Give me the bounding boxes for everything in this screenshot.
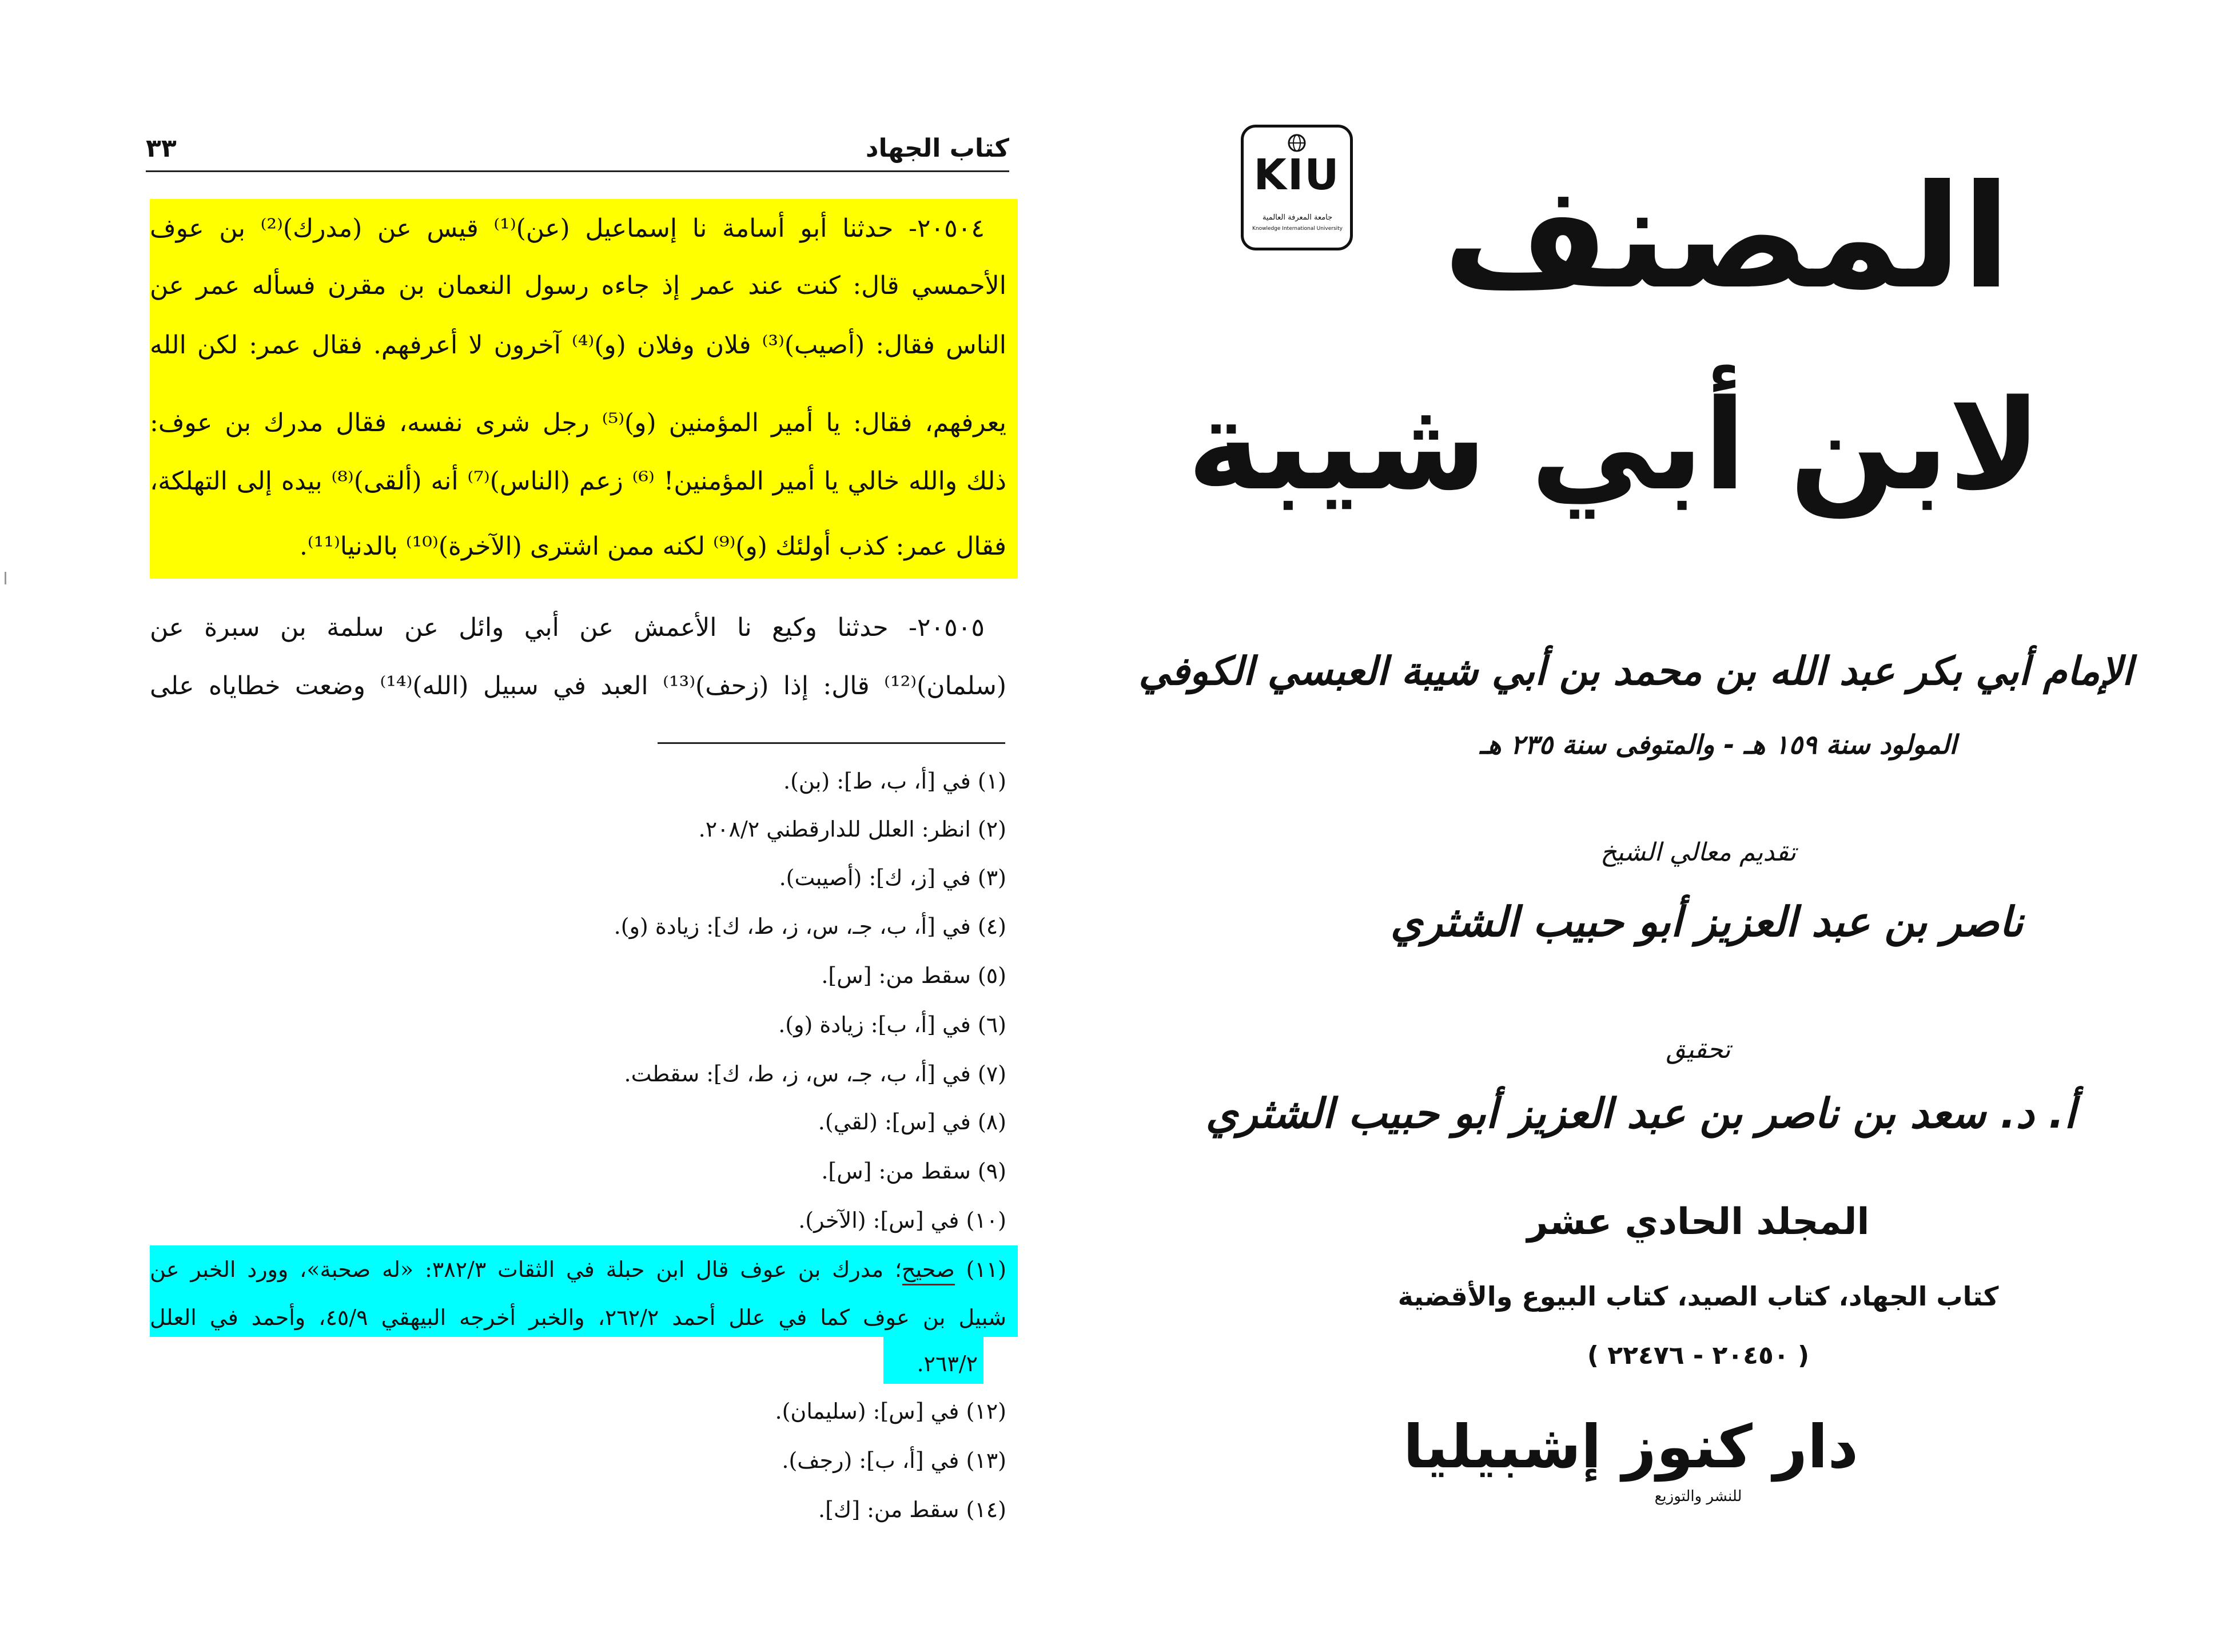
globe-icon (1287, 133, 1307, 153)
footnote: شبيل بن عوف كما في علل أحمد ٢٦٢/٢، والخبر أخرجه البيهقي ٤٥/٩، وأحمد في العلل (150, 1305, 1006, 1330)
author-full-name: الإمام أبي بكر عبد الله بن محمد بن أبي شيبة العبسي الكوفي (1138, 649, 2133, 694)
footnote: (٤) في [أ، ب، جـ، س، ز، ط، ك]: زيادة (و). (614, 914, 1006, 939)
footnote: (٦) في [أ، ب]: زيادة (و). (778, 1012, 1006, 1037)
book-title: المصنف (1443, 154, 2011, 320)
university-logo (1241, 125, 1353, 250)
footnote: (١٤) سقط من: [ك]. (818, 1497, 1006, 1522)
logo-mark: KIU (1253, 150, 1340, 200)
hadith-line: الناس فقال: (أصيب)⁽³⁾ فلان وفلان (و)⁽⁴⁾ آخرون لا أعرفهم. فقال عمر: لكن الله (150, 331, 1006, 360)
hadith-line: (سلمان)⁽¹²⁾ قال: إذا (زحف)⁽¹³⁾ العبد في سبيل (الله)⁽¹⁴⁾ وضعت خطاياه على (150, 671, 1006, 700)
footnote: (١١) صحيح؛ مدرك بن عوف قال ابن حبلة في الثقات ٣٨٢/٣: «له صحبة»، وورد الخبر عن (150, 1257, 1006, 1282)
footnote: ٢٦٣/٢. (917, 1351, 978, 1376)
page-number: ٣٣ (146, 134, 177, 163)
volume-contents: كتاب الجهاد، كتاب الصيد، كتاب البيوع والأقضية (1397, 1281, 1999, 1312)
editor-name: أ. د. سعد بن ناصر بن عبد العزيز أبو حبيب الشثري (1205, 1089, 2076, 1137)
author-dates: المولود سنة ١٥٩ هـ - والمتوفى سنة ٢٣٥ هـ (1479, 729, 1957, 760)
hadith-line: ٢٠٥٠٥- حدثنا وكيع نا الأعمش عن أبي وائل عن سلمة بن سبرة عن (150, 613, 985, 642)
footnote: (١٢) في [س]: (سليمان). (775, 1399, 1006, 1424)
footnote: (١٠) في [س]: (الآخر). (798, 1208, 1006, 1233)
publisher-logo (1403, 1401, 1858, 1521)
editor-label: تحقيق (1666, 1035, 1731, 1064)
footnote-divider (658, 742, 1005, 744)
hadith-line: ٢٠٥٠٤- حدثنا أبو أسامة نا إسماعيل (عن)⁽¹⁾ قيس عن (مدرك)⁽²⁾ بن عوف (150, 214, 985, 243)
book-title-author: لابن أبي شيبة (1187, 373, 2041, 518)
volume-title: المجلد الحادي عشر (1527, 1201, 1870, 1243)
hadith-line: ذلك والله خالي يا أمير المؤمنين! ⁽⁶⁾ زعم (الناس)⁽⁷⁾ أنه (ألقى)⁽⁸⁾ بيده إلى التهلكة، (150, 467, 1006, 496)
footnote: (١٣) في [أ، ب]: (رجف). (782, 1448, 1006, 1473)
footnote: (٢) انظر: العلل للدارقطني ٢٠٨/٢. (698, 817, 1006, 842)
running-head (146, 130, 1009, 172)
footnote: (٥) سقط من: [س]. (821, 963, 1006, 988)
hadith-line: فقال عمر: كذب أولئك (و)⁽⁹⁾ لكنه ممن اشترى (الآخرة)⁽¹⁰⁾ بالدنيا⁽¹¹⁾. (299, 532, 1006, 561)
footnote: (٨) في [س]: (لقي). (818, 1109, 1006, 1134)
margin-mark (5, 572, 6, 584)
footnote: (٩) سقط من: [س]. (821, 1159, 1006, 1184)
publisher-tagline: للنشر والتوزيع (1654, 1488, 1742, 1505)
footnote: (٣) في [ز، ك]: (أصيبت). (779, 865, 1006, 890)
hadith-range: ( ٢٠٤٥٠ - ٢٢٤٧٦ ) (1587, 1341, 1810, 1370)
preface-label: تقديم معالي الشيخ (1600, 838, 1796, 867)
preface-author: ناصر بن عبد العزيز أبو حبيب الشثري (1390, 898, 2024, 946)
footnote: (٧) في [أ، ب، جـ، س، ز، ط، ك]: سقطت. (624, 1061, 1006, 1086)
footnote: (١) في [أ، ب، ط]: (بن). (783, 769, 1006, 794)
section-title: كتاب الجهاد (865, 134, 1009, 163)
hadith-line: يعرفهم، فقال: يا أمير المؤمنين (و)⁽⁵⁾ رجل شرى نفسه، فقال مدرك بن عوف: (150, 408, 1006, 437)
logo-arabic-name: جامعة المعرفة العالمية (1262, 213, 1333, 222)
logo-english-name: Knowledge International University (1252, 226, 1343, 232)
hadith-line: الأحمسي قال: كنت عند عمر إذ جاءه رسول النعمان بن مقرن فسأله عمر عن (150, 271, 1006, 300)
publisher-name: دار كنوز إشبيليا (1403, 1412, 1858, 1482)
right-page (1121, 0, 2230, 1652)
